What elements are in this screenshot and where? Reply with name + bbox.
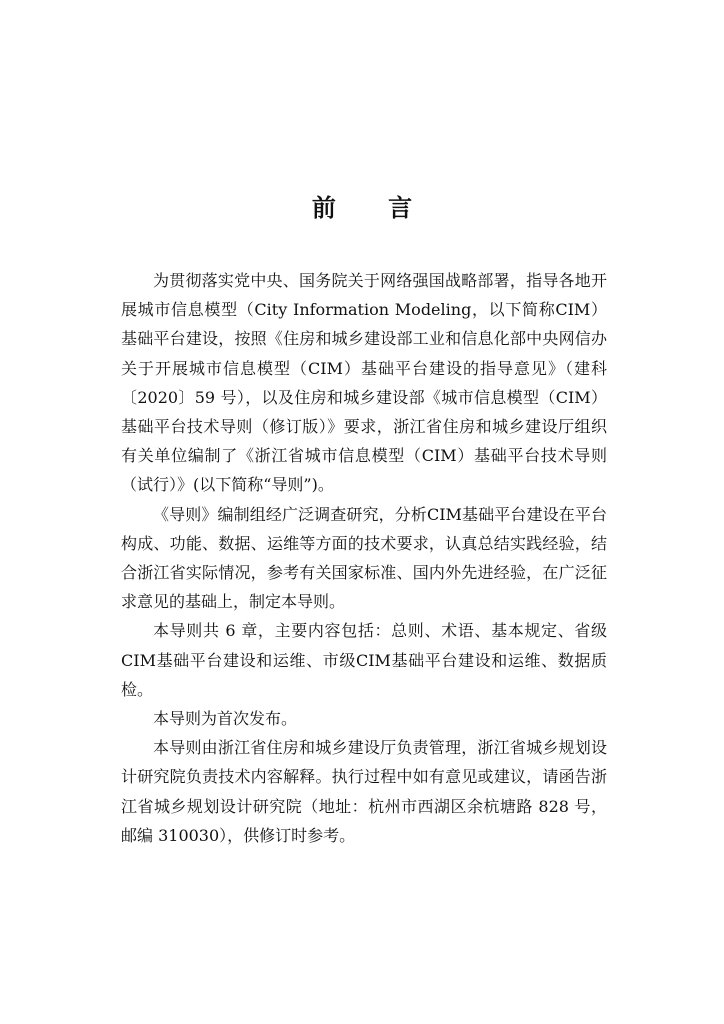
paragraph-purpose: 为贯彻落实党中央、国务院关于网络强国战略部署，指导各地开展城市信息模型（City Information Modeling，以下简称CIM）基础平台建设，按照《住房和城乡建设部工业和信息化部中央网信办关于开展城市信息模型（CIM）基础平台建设的指导意见》（建科〔2020〕59 号），以及住房和城乡建设部《城市信息模型（CIM）基础平台技术导则（修订版）》要求，浙江省住房和城乡建设厅组织有关单位编制了《浙江省城市信息模型（CIM）基础平台技术导则（试行）》(以下简称“导则”)。 <box>121 271 607 495</box>
paragraph-compilation: 《导则》编制组经广泛调查研究，分析CIM基础平台建设在平台构成、功能、数据、运维等方面的技术要求，认真总结实践经验，结合浙江省实际情况，参考有关国家标准、国内外先进经验，在广泛征求意见的基础上，制定本导则。 <box>121 504 607 612</box>
preface-body <box>121 266 607 850</box>
paragraph-contents: 本导则共 6 章，主要内容包括：总则、术语、基本规定、省级CIM基础平台建设和运维、市级CIM基础平台建设和运维、数据质检。 <box>121 621 607 699</box>
paragraph-management: 本导则由浙江省住房和城乡建设厅负责管理，浙江省城乡规划设计研究院负责技术内容解释。执行过程中如有意见或建议，请函告浙江省城乡规划设计研究院（地址：杭州市西湖区余杭塘路 828 号，邮编 310030），供修订时参考。 <box>121 738 607 845</box>
paragraph-first-release: 本导则为首次发布。 <box>153 709 298 729</box>
page-title: 前 言 <box>311 193 435 222</box>
